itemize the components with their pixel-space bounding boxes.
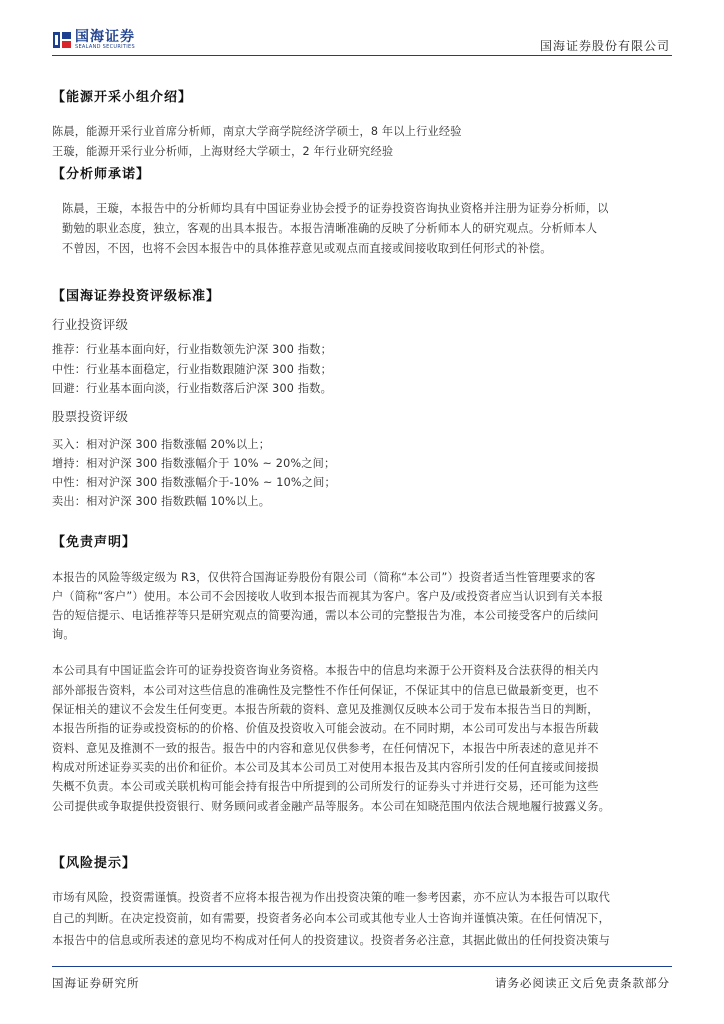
risk-line-1: 市场有风险，投资需谨慎。投资者不应将本报告视为作出投资决策的唯一参考因素，亦不应认为本报告可以取代 bbox=[52, 891, 610, 904]
risk-line-2: 自己的判断。在决定投资前，如有需要，投资者务必向本公司或其他专业人士咨询并谨慎决策。在任何情况下， bbox=[52, 912, 610, 925]
disclaimer-p2-line-6: 构成对所述证券买卖的出价和征价。本公司及其本公司员工对使用本报告及其内容所引发的任何直接或间接损 bbox=[52, 761, 599, 774]
page-header bbox=[0, 0, 724, 60]
company-logo bbox=[52, 30, 135, 50]
commitment-line-1: 陈晨，王璇，本报告中的分析师均具有中国证券业协会授予的证券投资咨询执业资格并注册为证券分析师，以 bbox=[62, 202, 609, 215]
header-divider bbox=[52, 55, 672, 56]
disclaimer-p2-line-4: 本报告所指的证券或投资标的的价格、价值及投资收入可能会波动。在不同时期，本公司可发出与本报告所载 bbox=[52, 722, 599, 735]
logo-icon bbox=[52, 30, 72, 50]
disclaimer-p1-line-1: 本报告的风险等级定级为 R3，仅供符合国海证券股份有限公司（简称“本公司”）投资者适当性管理要求的客 bbox=[52, 571, 596, 584]
logo-name-en: SEALAND SECURITIES bbox=[75, 44, 135, 50]
team-member-1: 陈晨，能源开采行业首席分析师，南京大学商学院经济学硕士，8 年以上行业经验 bbox=[52, 125, 462, 138]
risk-line-3: 本报告中的信息或所表述的意见均不构成对任何人的投资建议。投资者务必注意，其据此做出的任何投资决策与 bbox=[52, 934, 610, 947]
stock-rating-title: 股票投资评级 bbox=[52, 409, 129, 424]
disclaimer-section-title: 【免责声明】 bbox=[52, 535, 137, 550]
commitment-line-2: 勤勉的职业态度，独立，客观的出具本报告。本报告清晰准确的反映了分析师本人的研究观点。分析师本人 bbox=[62, 222, 598, 235]
disclaimer-p1-line-2: 户（简称“客户”）使用。本公司不会因接收人收到本报告而视其为客户。客户及/或投资者应当认识到有关本报 bbox=[52, 590, 604, 603]
disclaimer-p1-line-4: 询。 bbox=[52, 628, 75, 641]
team-section-title: 【能源开采小组介绍】 bbox=[52, 90, 193, 105]
stock-rating-neutral: 中性：相对沪深 300 指数涨幅介于-10% ~ 10%之间； bbox=[52, 476, 336, 489]
footer-institute: 国海证券研究所 bbox=[52, 976, 140, 990]
disclaimer-p2-line-8: 公司提供或争取提供投资银行、财务顾问或者金融产品等服务。本公司在知晓范围内依法合规地履行披露义务。 bbox=[52, 800, 610, 813]
disclaimer-p2-line-7: 失概不负责。本公司或关联机构可能会持有报告中所提到的公司所发行的证券头寸并进行交易，还可能为这些 bbox=[52, 780, 599, 793]
disclaimer-p2-line-2: 部外部报告资料，本公司对这些信息的准确性及完整性不作任何保证，不保证其中的信息已做最新变更，也不 bbox=[52, 684, 599, 697]
rating-section-title: 【国海证券投资评级标准】 bbox=[52, 289, 221, 304]
disclaimer-p1-line-3: 告的短信提示、电话推荐等只是研究观点的简要沟通，需以本公司的完整报告为准，本公司接受客户的后续问 bbox=[52, 609, 599, 622]
industry-rating-avoid: 回避：行业基本面向淡，行业指数落后沪深 300 指数。 bbox=[52, 382, 332, 395]
industry-rating-title: 行业投资评级 bbox=[52, 317, 129, 332]
disclaimer-p2-line-5: 资料、意见及推测不一致的报告。报告中的内容和意见仅供参考，在任何情况下，本报告中所表述的意见并不 bbox=[52, 742, 599, 755]
logo-name-cn: 国海证券 bbox=[75, 29, 135, 45]
industry-rating-neutral: 中性：行业基本面稳定，行业指数跟随沪深 300 指数； bbox=[52, 363, 332, 376]
stock-rating-buy: 买入：相对沪深 300 指数涨幅 20%以上； bbox=[52, 438, 271, 451]
industry-rating-buy: 推荐：行业基本面向好，行业指数领先沪深 300 指数； bbox=[52, 343, 332, 356]
footer-notice: 请务必阅读正文后免责条款部分 bbox=[495, 976, 670, 990]
footer-divider bbox=[52, 966, 672, 967]
stock-rating-sell: 卖出：相对沪深 300 指数跌幅 10%以上。 bbox=[52, 495, 271, 508]
risk-section-title: 【风险提示】 bbox=[52, 856, 137, 871]
disclaimer-p2-line-1: 本公司具有中国证监会许可的证券投资咨询业务资格。本报告中的信息均来源于公开资料及合法获得的相关内 bbox=[52, 664, 599, 677]
header-company-name: 国海证券股份有限公司 bbox=[539, 39, 670, 53]
commitment-line-3: 不曾因，不因，也将不会因本报告中的具体推荐意见或观点而直接或间接收取到任何形式的补偿。 bbox=[62, 242, 552, 255]
commitment-section-title: 【分析师承诺】 bbox=[52, 167, 151, 182]
team-member-2: 王璇，能源开采行业分析师，上海财经大学硕士，2 年行业研究经验 bbox=[52, 145, 394, 158]
disclaimer-p2-line-3: 保证相关的建议不会发生任何变更。本报告所载的资料、意见及推测仅反映本公司于发布本报告当日的判断， bbox=[52, 703, 599, 716]
stock-rating-overweight: 增持：相对沪深 300 指数涨幅介于 10% ~ 20%之间； bbox=[52, 457, 336, 470]
